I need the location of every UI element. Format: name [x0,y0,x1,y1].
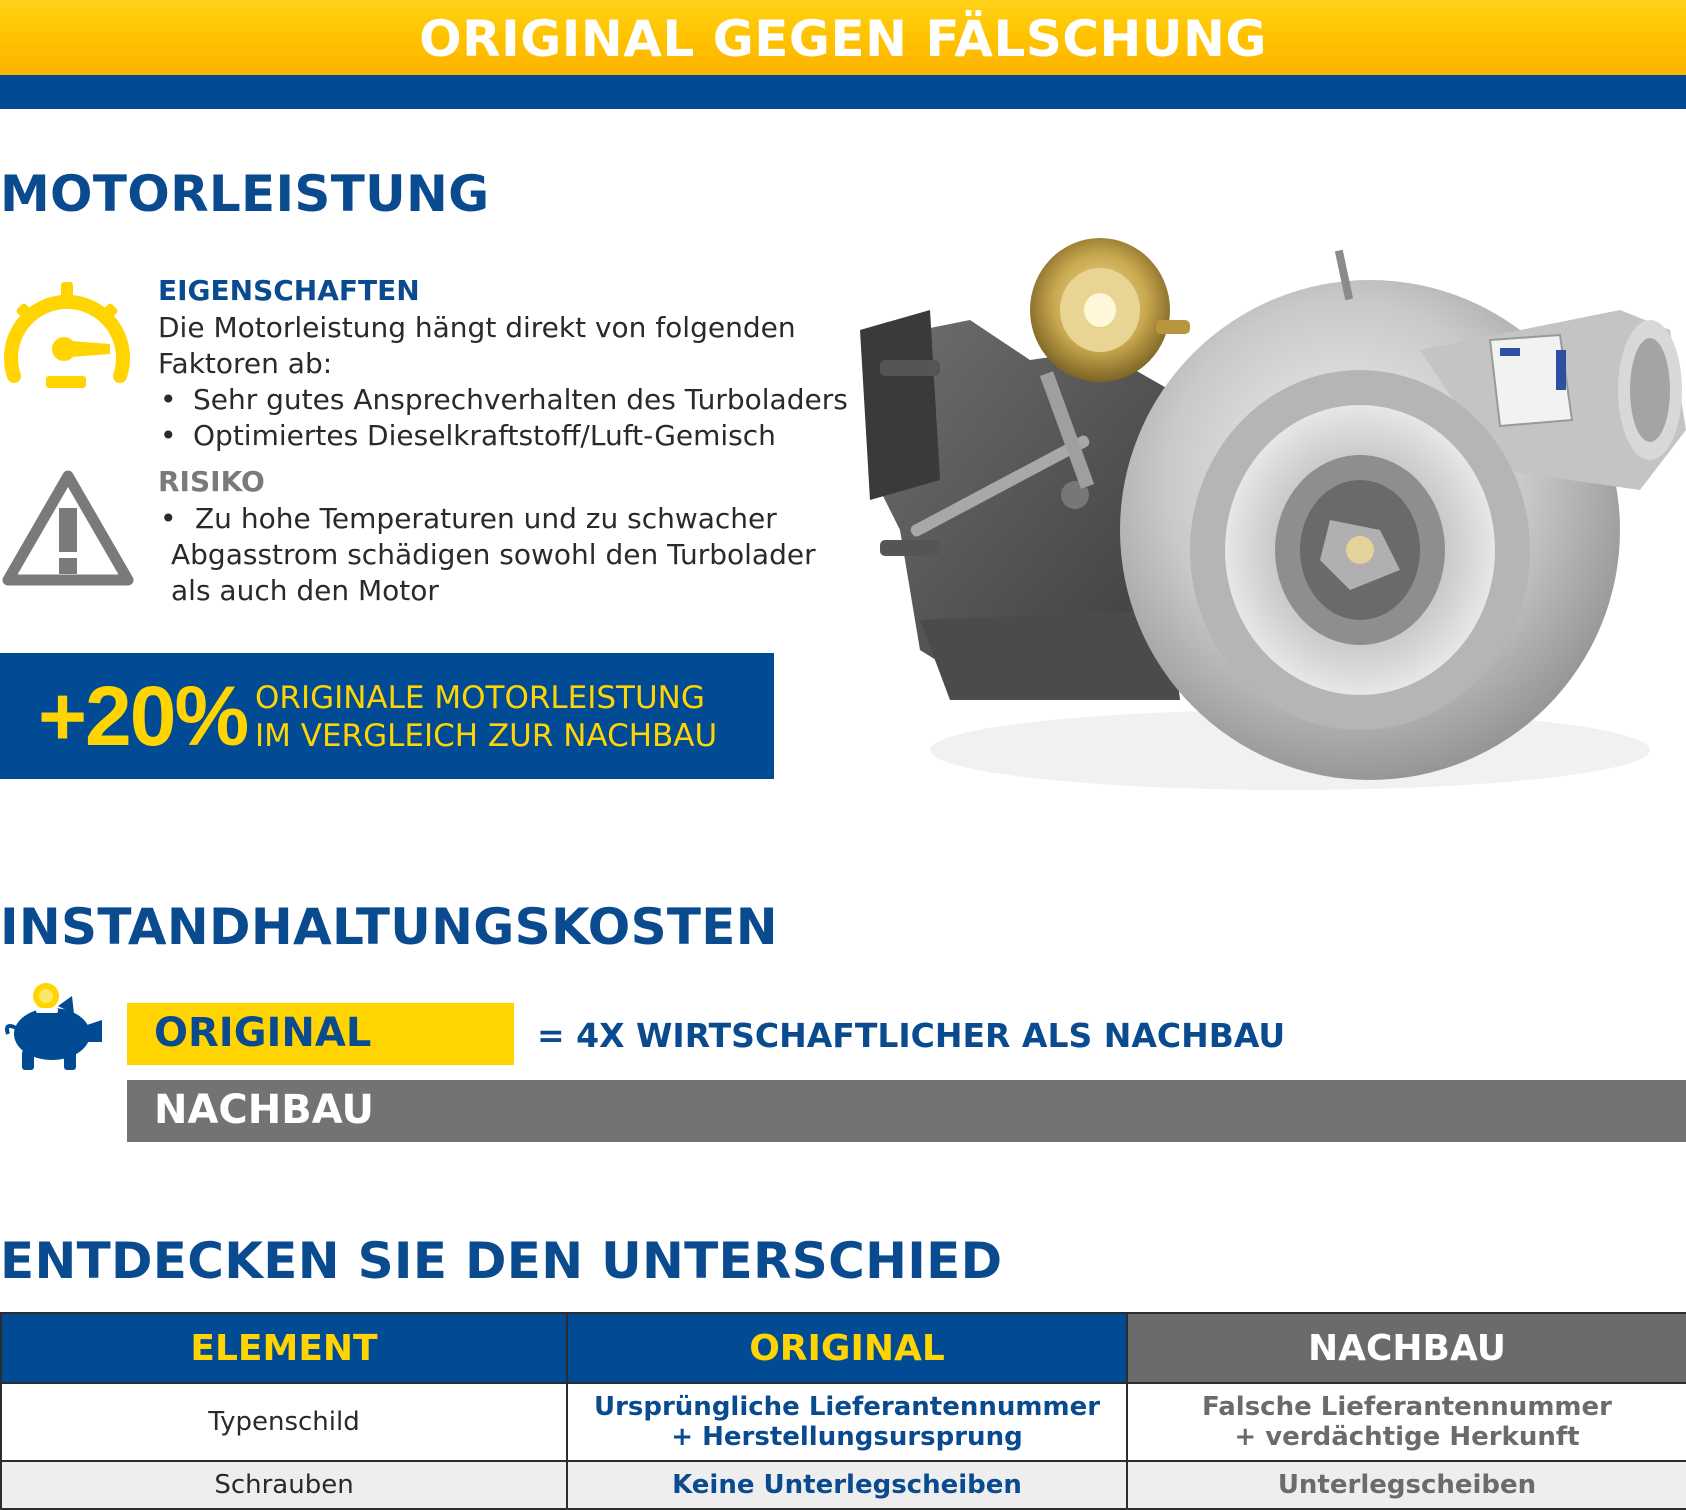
turbocharger-image [860,230,1686,830]
risk-line-1: Zu hohe Temperaturen und zu schwacher [195,502,777,535]
original-cost-note: = 4X WIRTSCHAFTLICHER ALS NACHBAU [537,1016,1286,1055]
properties-heading: EIGENSCHAFTEN [158,274,420,307]
cell-original [567,1461,1127,1509]
page-title: ORIGINAL GEGEN FÄLSCHUNG [419,10,1267,68]
costs-section-title: INSTANDHALTUNGSKOSTEN [0,898,778,956]
cell-copy-line-1: Unterlegscheiben [1277,1470,1537,1500]
cell-original-line-1: Keine Unterlegscheiben [672,1470,1022,1500]
risk-line-3: als auch den Motor [171,574,439,607]
cell-element: Typenschild [1,1383,567,1461]
motor-section-title: MOTORLEISTUNG [0,165,490,223]
cell-copy [1127,1461,1686,1509]
original-cost-label: ORIGINAL [154,1010,372,1056]
header-element: ELEMENT [1,1313,567,1383]
header-stripe [0,75,1686,109]
cell-element: Schrauben [1,1461,567,1509]
table-header-row [1,1313,1686,1383]
performance-line-1: ORIGINALE MOTORLEISTUNG [255,680,705,716]
risk-line-2: Abgasstrom schädigen sowohl den Turbolader [171,538,816,571]
properties-bullet-1: Sehr gutes Ansprechverhalten des Turboladers [193,383,848,416]
bullet-dot: • [160,502,177,535]
table-row [1,1461,1686,1509]
risk-heading: RISIKO [158,465,265,498]
piggy-bank-icon [0,982,106,1074]
speedometer-icon [0,276,134,392]
properties-bullet-2: Optimiertes Dieselkraftstoff/Luft-Gemisch [193,419,776,452]
properties-intro-line-2: Faktoren ab: [158,347,333,380]
performance-line-2: IM VERGLEICH ZUR NACHBAU [255,718,718,754]
cell-original-line-1: Ursprüngliche Lieferantennummer [593,1392,1101,1422]
difference-section-title: ENTDECKEN SIE DEN UNTERSCHIED [0,1232,1003,1290]
table-row [1,1383,1686,1461]
bullet-dot: • [160,383,177,416]
header-copy: NACHBAU [1127,1313,1686,1383]
cell-original [567,1383,1127,1461]
header-original: ORIGINAL [567,1313,1127,1383]
bullet-dot: • [160,419,177,452]
copy-cost-label: NACHBAU [154,1087,374,1133]
cell-copy-line-2: + verdächtige Herkunft [1234,1422,1580,1452]
performance-value: +20% [38,669,248,763]
difference-table [0,1312,1686,1510]
cell-copy [1127,1383,1686,1461]
cell-copy-line-1: Falsche Lieferantennummer [1202,1392,1612,1422]
cell-original-line-2: + Herstellungsursprung [671,1422,1023,1452]
properties-intro-line-1: Die Motorleistung hängt direkt von folgenden [158,311,796,344]
warning-icon [0,466,136,590]
